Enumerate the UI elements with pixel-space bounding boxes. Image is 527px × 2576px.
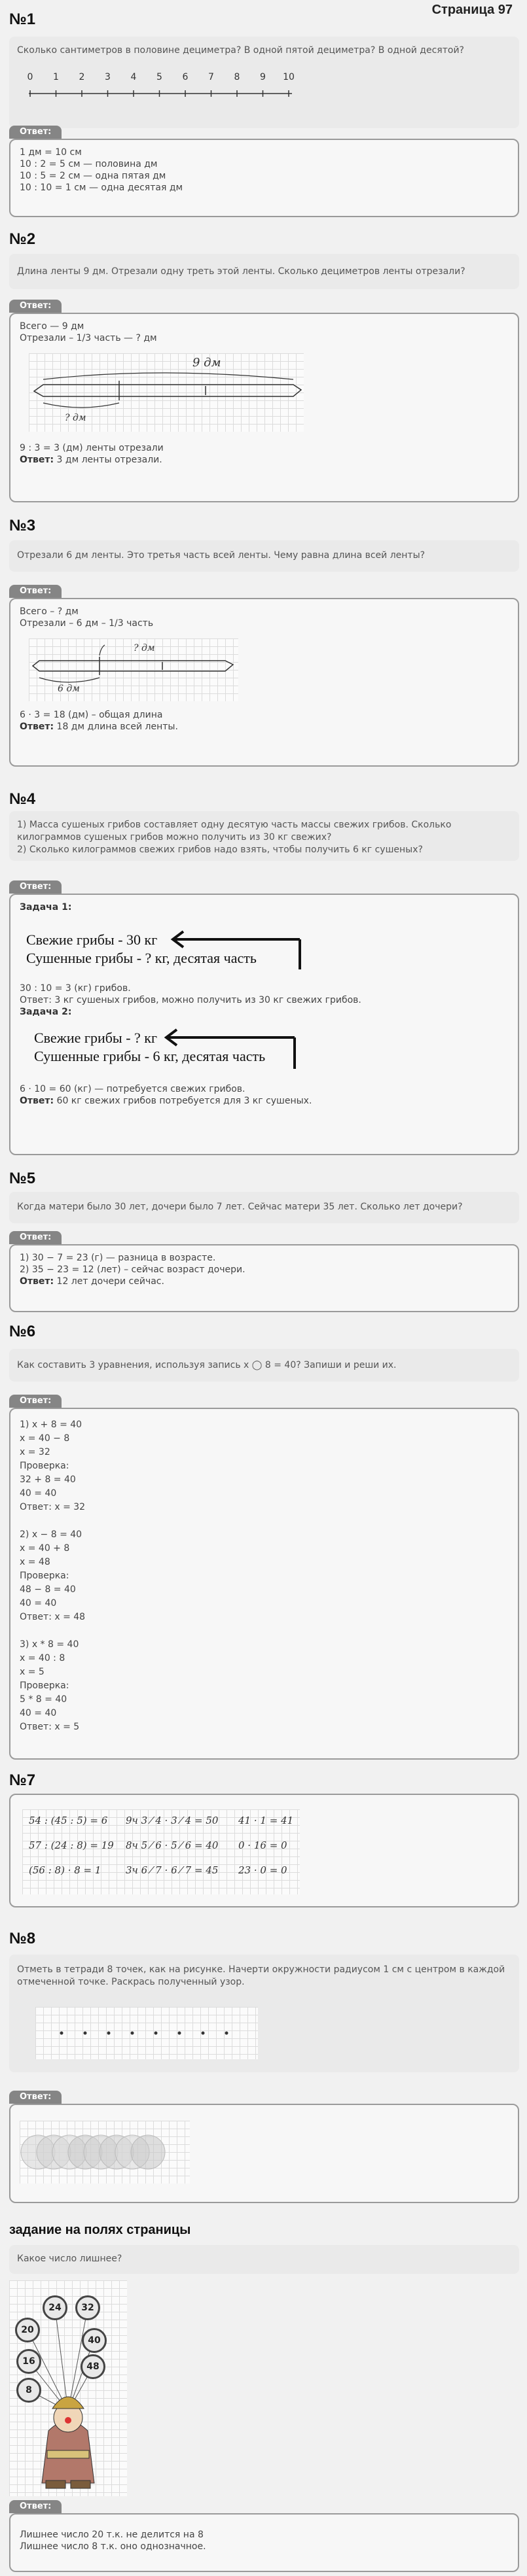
ruler-label: 6 [182, 72, 189, 82]
equation-line: х = 40 − 8 [20, 1433, 70, 1444]
task-8-answer-badge: Ответ: [9, 2091, 62, 2104]
balloon-number: 20 [21, 2325, 34, 2335]
task-2-question: Длина ленты 9 дм. Отрезали одну треть этой ленты. Сколько дециметров ленты отрезали? [9, 254, 519, 289]
ruler-label: 1 [53, 72, 59, 82]
answer-line: Отрезали – 1/3 часть — ? дм [20, 333, 157, 343]
ribbon-drawing [29, 638, 238, 701]
task-3-question: Отрезали 6 дм ленты. Это третья часть всей ленты. Чему равна длина всей ленты? [9, 540, 519, 572]
scheme-2-line-1: Свежие грибы - ? кг [34, 1030, 158, 1046]
task-8-question-text: Отметь в тетради 8 точек, как на рисунке. Начерти окружности радиусом 1 см с центром в каждой отмеченной точке. Раскрась полученный узор. [17, 1964, 505, 1987]
scheme-2 [20, 1024, 509, 1083]
task-5-title: №5 [9, 1170, 36, 1187]
task-1-answer [9, 139, 519, 217]
equation-line: 40 = 40 [20, 1598, 57, 1609]
dots-grid [35, 2007, 258, 2059]
task-3-answer-badge: Ответ: [9, 585, 62, 598]
ruler-label: 0 [27, 72, 33, 82]
task-7-title: №7 [9, 1771, 36, 1789]
ribbon-total-label: ? дм [134, 643, 155, 653]
margin-task-answer-badge: Ответ: [9, 2500, 62, 2513]
scheme-1-line-2: Сушенные грибы - ? кг, десятая часть [26, 950, 257, 966]
task-6-question: Как составить 3 уравнения, используя запись х ◯ 8 = 40? Запиши и реши их. [9, 1349, 519, 1382]
task-4-question: 1) Масса сушеных грибов составляет одну десятую часть массы свежих грибов. Сколько килограммов сушеных грибов можно получить из 30 кг свежих? 2) Сколько килограммов свежих грибов надо взять, чтобы получить 6 кг сушеных? [9, 811, 519, 861]
task-2-heading: Задача 2: [20, 1007, 72, 1017]
ruler-line [29, 84, 304, 111]
expression-cell: 8ч 5 ⁄ 6 · 5 ⁄ 6 = 40 [126, 1839, 219, 1851]
equation-line [20, 1624, 509, 1638]
task-2-answer-text: Ответ: 60 кг свежих грибов потребуется для 3 кг сушеных. [20, 1096, 312, 1106]
task-4-answer-badge: Ответ: [9, 880, 62, 894]
answer-line: 1) 30 − 7 = 23 (г) — разница в возрасте. [20, 1253, 216, 1263]
task-6-answer-badge: Ответ: [9, 1395, 62, 1408]
equation-line: 1) х + 8 = 40 [20, 1419, 82, 1430]
task-8-title: №8 [9, 1930, 36, 1947]
equation-line: х = 32 [20, 1447, 50, 1457]
pattern-circle [131, 2135, 165, 2169]
equation-line: 40 = 40 [20, 1708, 57, 1718]
balloon-number: 24 [48, 2303, 62, 2313]
balloon [75, 2295, 100, 2320]
ruler-label: 10 [283, 72, 295, 82]
equation-line: х = 40 : 8 [20, 1653, 65, 1663]
task-2-answer-badge: Ответ: [9, 300, 62, 313]
balloon [81, 2354, 105, 2379]
ruler-label: 2 [79, 72, 85, 82]
task-4-title: №4 [9, 790, 36, 808]
task-2-answer [9, 313, 519, 502]
answer-line: 10 : 5 = 2 см — одна пятая дм [20, 171, 166, 181]
marked-dot [202, 2032, 205, 2035]
scheme-1 [20, 924, 509, 983]
balloon-number: 48 [86, 2361, 100, 2372]
task-1-heading: Задача 1: [20, 902, 72, 913]
task-7-notebook [22, 1809, 300, 1894]
task-6-title: №6 [9, 1323, 36, 1340]
equation-line: х = 40 + 8 [20, 1543, 70, 1554]
answer-line: 2) 35 − 23 = 12 (лет) – сейчас возраст дочери. [20, 1264, 245, 1275]
answer-line: Лишнее число 8 т.к. оно однозначное. [20, 2541, 206, 2552]
answer-line: 1 дм = 10 см [20, 147, 82, 158]
balloon [16, 2378, 41, 2403]
ribbon-part-label: 6 дм [58, 684, 80, 694]
scheme-1-arrow [170, 925, 321, 977]
balloon-number: 32 [81, 2303, 94, 2313]
equation-line: 5 * 8 = 40 [20, 1694, 67, 1705]
task-1-question-text: Сколько сантиметров в половине дециметра? В одной пятой дециметра? В одной десятой? [17, 45, 464, 56]
marked-dot [60, 2032, 64, 2035]
task-1-question [9, 37, 519, 128]
expression-cell: 9ч 3 ⁄ 4 · 3 ⁄ 4 = 50 [126, 1815, 219, 1826]
equation-line: 2) х − 8 = 40 [20, 1529, 82, 1540]
equation-line: х = 48 [20, 1557, 50, 1567]
balloon-number: 8 [26, 2385, 32, 2395]
task-3-answer [9, 598, 519, 767]
equation-line: 3) х * 8 = 40 [20, 1639, 79, 1650]
task-8-answer [9, 2104, 519, 2203]
page-label: Страница 97 [431, 3, 513, 17]
balloon [15, 2318, 40, 2342]
balloon-number: 40 [88, 2335, 101, 2346]
expression-cell: 41 · 1 = 41 [238, 1815, 294, 1826]
expression-cell: 57 : (24 : 8) = 19 [29, 1839, 114, 1851]
equation-line: х = 5 [20, 1667, 45, 1677]
task-1-answer-badge: Ответ: [9, 126, 62, 139]
answer-line: 9 : 3 = 3 (дм) ленты отрезали [20, 443, 164, 453]
answer-line: 6 · 3 = 18 (дм) – общая длина [20, 710, 163, 720]
expression-cell: (56 : 8) · 8 = 1 [29, 1864, 101, 1876]
answer-result: Ответ: 18 дм длина всей ленты. [20, 722, 178, 732]
marked-dot [178, 2032, 181, 2035]
ruler-label: 9 [260, 72, 266, 82]
marked-dot [84, 2032, 87, 2035]
scheme-1-line-1: Свежие грибы - 30 кг [26, 931, 158, 948]
balloon [82, 2328, 107, 2353]
ruler-label: 4 [130, 72, 137, 82]
equation-line: Ответ: х = 5 [20, 1722, 80, 1732]
equation-line: Проверка: [20, 1571, 69, 1581]
ruler-label: 3 [105, 72, 111, 82]
scheme-2-line-2: Сушенные грибы - 6 кг, десятая часть [34, 1048, 266, 1064]
ruler-label: 7 [208, 72, 214, 82]
equation-line: 32 + 8 = 40 [20, 1474, 76, 1485]
ribbon-part-label: ? дм [65, 413, 86, 423]
answer-line: Лишнее число 20 т.к. не делится на 8 [20, 2530, 204, 2540]
ruler [29, 71, 511, 111]
balloon-number: 16 [22, 2356, 35, 2367]
answer-result: Ответ: 3 дм ленты отрезали. [20, 455, 162, 465]
marked-dot [131, 2032, 134, 2035]
ruler-label: 5 [156, 72, 162, 82]
answer-line: Всего — 9 дм [20, 321, 84, 332]
task-1-title: №1 [9, 10, 36, 28]
marked-dot [154, 2032, 158, 2035]
task-3-title: №3 [9, 517, 36, 534]
circles-pattern [20, 2121, 190, 2184]
answer-line: Всего – ? дм [20, 606, 79, 617]
margin-task-answer [9, 2513, 519, 2572]
expression-cell: 23 · 0 = 0 [238, 1864, 287, 1876]
task-1-answer-text: Ответ: 3 кг сушеных грибов, можно получить из 30 кг свежих грибов. [20, 995, 361, 1005]
marked-dot [107, 2032, 111, 2035]
equation-line: Проверка: [20, 1680, 69, 1691]
balloon [16, 2349, 41, 2374]
task-4-answer [9, 894, 519, 1155]
ribbon-drawing [29, 353, 304, 432]
answer-line: Отрезали – 6 дм – 1/3 часть [20, 618, 154, 629]
task-1-solution: 30 : 10 = 3 (кг) грибов. [20, 983, 131, 994]
marked-dot [225, 2032, 228, 2035]
equation-line: Проверка: [20, 1461, 69, 1471]
task-7-answer [9, 1794, 519, 1907]
task-2-solution: 6 · 10 = 60 (кг) — потребуется свежих грибов. [20, 1084, 245, 1094]
ruler-label: 8 [234, 72, 240, 82]
clown-picture [9, 2280, 127, 2496]
task-6-answer [9, 1408, 519, 1760]
expression-cell: 0 · 16 = 0 [238, 1839, 287, 1851]
task-8-question [9, 1955, 519, 2072]
equation-line: Ответ: х = 48 [20, 1612, 86, 1622]
task-2-title: №2 [9, 230, 36, 248]
task-5-question: Когда матери было 30 лет, дочери было 7 лет. Сейчас матери 35 лет. Сколько лет дочери? [9, 1192, 519, 1223]
answer-line: 10 : 2 = 5 см — половина дм [20, 159, 158, 169]
balloon [43, 2295, 67, 2320]
equation-line [20, 1514, 509, 1528]
margin-task-question: Какое число лишнее? [9, 2245, 519, 2274]
margin-task-title: задание на полях страницы [9, 2223, 191, 2237]
equation-line: Ответ: х = 32 [20, 1502, 86, 1512]
answer-line: 10 : 10 = 1 см — одна десятая дм [20, 183, 183, 193]
expression-cell: 54 : (45 : 5) = 6 [29, 1815, 108, 1826]
ribbon-total-label: 9 дм [192, 356, 221, 370]
equation-line: 48 − 8 = 40 [20, 1584, 76, 1595]
expression-cell: 3ч 6 ⁄ 7 · 6 ⁄ 7 = 45 [126, 1864, 219, 1876]
scheme-2-arrow [164, 1024, 321, 1077]
task-5-answer [9, 1244, 519, 1312]
task-5-answer-badge: Ответ: [9, 1231, 62, 1244]
answer-result: Ответ: 12 лет дочери сейчас. [20, 1276, 164, 1287]
equation-line: 40 = 40 [20, 1488, 57, 1499]
